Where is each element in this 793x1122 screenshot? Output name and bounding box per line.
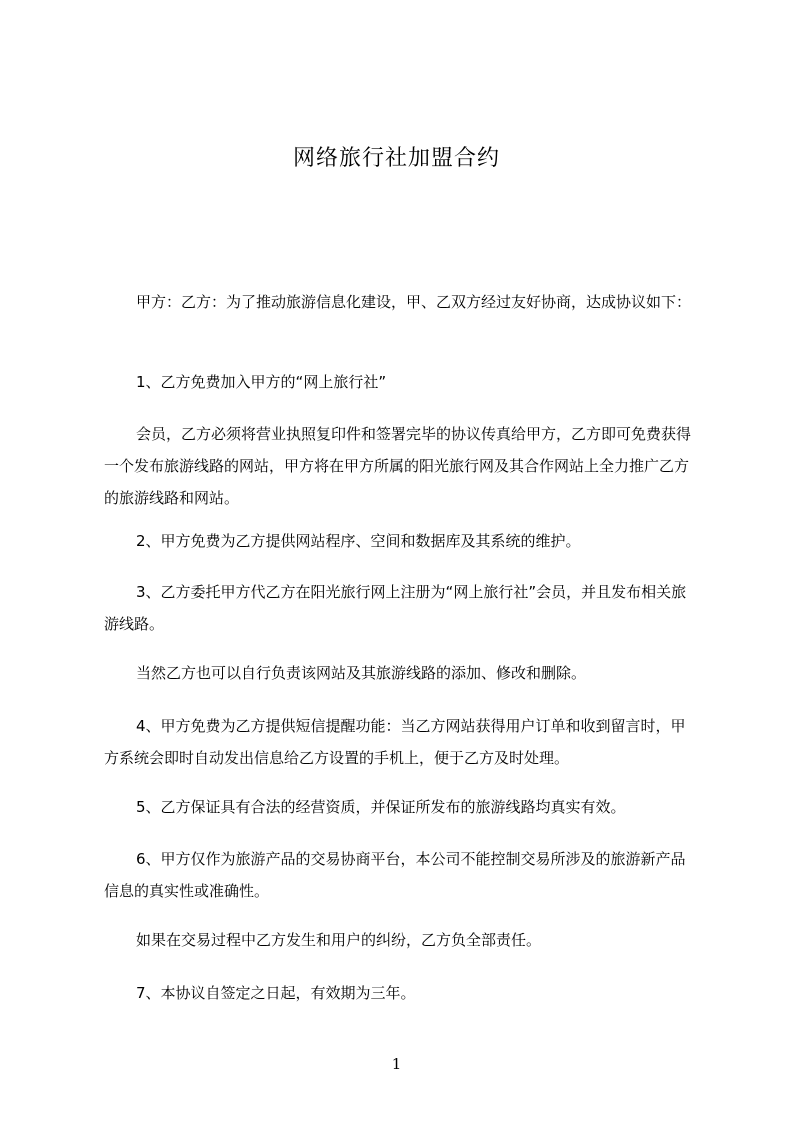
paragraph-clause-6: 6、甲方仅作为旅游产品的交易协商平台，本公司不能控制交易所涉及的旅游新产品信息的真实性或准确性。 [104,850,686,900]
paragraph-preamble: 甲方：乙方：为了推动旅游信息化建设，甲、乙双方经过友好协商，达成协议如下： [136,293,692,311]
paragraph-clause-2: 2、甲方免费为乙方提供网站程序、空间和数据库及其系统的维护。 [136,532,581,550]
paragraph-clause-4: 4、甲方免费为乙方提供短信提醒功能：当乙方网站获得用户订单和收到留言时，甲方系统会即时自动发出信息给乙方设置的手机上，便于乙方及时处理。 [104,717,686,767]
paragraph-clause-6-note: 如果在交易过程中乙方发生和用户的纠纷，乙方负全部责任。 [136,931,542,949]
document-title: 网络旅行社加盟合约 [292,146,500,171]
page-number: 1 [391,1055,402,1073]
paragraph-clause-1: 1、乙方免费加入甲方的“网上旅行社” [136,373,387,391]
paragraph-clause-3: 3、乙方委托甲方代乙方在阳光旅行网上注册为“网上旅行社”会员，并且发布相关旅游线路。 [104,583,687,633]
paragraph-clause-7: 7、本协议自签定之日起，有效期为三年。 [136,984,416,1002]
paragraph-clause-3-note: 当然乙方也可以自行负责该网站及其旅游线路的添加、修改和删除。 [136,664,587,682]
paragraph-clause-5: 5、乙方保证具有合法的经营资质，并保证所发布的旅游线路均真实有效。 [136,798,626,816]
paragraph-clause-1-detail: 会员，乙方必须将营业执照复印件和签署完毕的协议传真给甲方，乙方即可免费获得一个发布旅游线路的网站，甲方将在甲方所属的阳光旅行网及其合作网站上全力推广乙方的旅游线路和网站。 [104,425,692,507]
